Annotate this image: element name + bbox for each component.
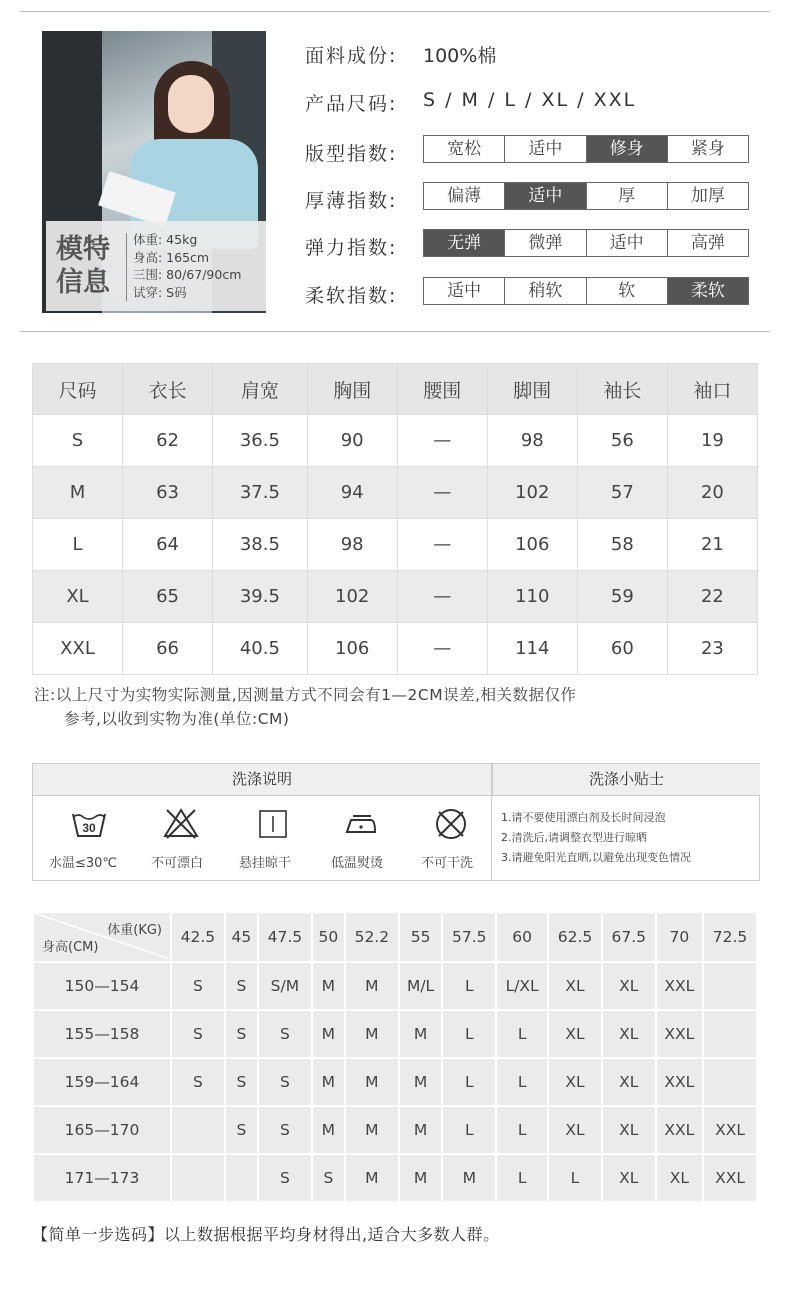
table-cell: 106 (307, 623, 397, 675)
model-measurements: 三围: 80/67/90cm (133, 267, 242, 282)
table-cell (703, 1058, 757, 1106)
scale-option: 高弹 (690, 233, 725, 253)
care-label: 水温≤30℃ (49, 856, 118, 871)
table-cell: L (496, 1106, 548, 1154)
table-cell: — (397, 519, 487, 571)
table-cell (171, 1154, 225, 1202)
table-cell: 22 (667, 571, 757, 623)
table-cell: L (496, 1058, 548, 1106)
table-cell: 56 (577, 415, 667, 467)
scale-option-selected: 适中 (505, 183, 586, 209)
table-cell: L (442, 1010, 496, 1058)
table-cell: L (442, 1058, 496, 1106)
table-cell: S (225, 1010, 258, 1058)
scale-label: 厚薄指数: (305, 190, 398, 212)
scale-option: 紧身 (690, 139, 725, 159)
model-photo (42, 31, 266, 313)
table-cell: 39.5 (213, 571, 308, 623)
height-row-header: 155—158 (33, 1010, 171, 1058)
table-cell (171, 1106, 225, 1154)
table-cell: 110 (487, 571, 577, 623)
table-cell: XXL (703, 1106, 757, 1154)
height-header: 身高(CM) (42, 940, 99, 955)
scale-bar (423, 182, 749, 210)
table-cell: S (225, 1058, 258, 1106)
weight-column-header: 55 (399, 912, 443, 962)
table-cell: 98 (307, 519, 397, 571)
table-cell: L (496, 1154, 548, 1202)
table-row (33, 1154, 757, 1202)
table-cell: XL (602, 1058, 656, 1106)
table-cell (703, 962, 757, 1010)
weight-column-header: 47.5 (258, 912, 312, 962)
table-cell: S (312, 1154, 345, 1202)
table-cell: S (258, 1154, 312, 1202)
table-cell: M (399, 1058, 443, 1106)
table-cell: 65 (123, 571, 213, 623)
table-row (33, 571, 758, 623)
weight-column-header: 67.5 (602, 912, 656, 962)
model-info-lines (133, 231, 241, 301)
table-cell: 60 (577, 623, 667, 675)
table-cell: S (258, 1106, 312, 1154)
fabric-label: 面料成份: (305, 45, 398, 67)
table-cell: 57 (577, 467, 667, 519)
table-cell: S (171, 962, 225, 1010)
fabric-value: 100%棉 (423, 45, 497, 67)
table-row (33, 467, 758, 519)
fit-table (32, 911, 758, 1203)
no-dry-clean-icon (433, 806, 469, 842)
scale-option-selected: 柔软 (668, 278, 748, 304)
table-cell: S (33, 415, 123, 467)
table-cell: M (345, 1058, 399, 1106)
table-cell: XL (548, 1058, 602, 1106)
height-row-header: 159—164 (33, 1058, 171, 1106)
table-cell: XL (602, 1106, 656, 1154)
table-cell: 102 (487, 467, 577, 519)
weight-column-header: 72.5 (703, 912, 757, 962)
table-row (33, 1106, 757, 1154)
size-table-header: 袖长 (577, 364, 667, 415)
table-cell: S (171, 1010, 225, 1058)
table-cell: XXL (703, 1154, 757, 1202)
care-label: 不可漂白 (151, 856, 204, 871)
no-bleach-icon (163, 806, 199, 842)
model-fit: 试穿: S码 (133, 284, 187, 300)
table-cell: 38.5 (213, 519, 308, 571)
care-tips: 1.请不要使用漂白剂及长时间浸泡 2.清洗后,请调整衣型进行晾晒 3.请避免阳光直晒,以避免出现变色情况 (501, 811, 691, 864)
table-cell: XL (548, 1106, 602, 1154)
weight-header: 体重(KG) (107, 923, 162, 938)
height-row-header: 150—154 (33, 962, 171, 1010)
table-cell: S (258, 1058, 312, 1106)
care-tips-title: 洗涤小贴士 (492, 764, 760, 796)
table-cell: M (399, 1154, 443, 1202)
scale-label: 柔软指数: (305, 285, 398, 307)
table-cell: S (258, 1010, 312, 1058)
table-cell: L (548, 1154, 602, 1202)
scale-option: 适中 (587, 230, 668, 256)
table-cell: XXL (656, 962, 703, 1010)
scale-option: 适中 (424, 278, 505, 304)
scale-option: 稍软 (505, 278, 586, 304)
table-cell: M (312, 962, 345, 1010)
table-cell: M (345, 1106, 399, 1154)
scale-option-selected: 修身 (587, 136, 668, 162)
table-cell: XXL (656, 1058, 703, 1106)
model-height: 身高: 165cm (133, 249, 210, 265)
table-cell: 102 (307, 571, 397, 623)
table-cell: XL (33, 571, 123, 623)
scale-option: 加厚 (690, 186, 725, 206)
size-table (32, 363, 758, 675)
table-cell: 21 (667, 519, 757, 571)
table-cell: 59 (577, 571, 667, 623)
table-cell: 19 (667, 415, 757, 467)
size-table-header: 尺码 (33, 364, 123, 415)
size-table-header: 衣长 (123, 364, 213, 415)
low-iron-icon (343, 806, 379, 842)
table-cell: — (397, 571, 487, 623)
table-cell: 23 (667, 623, 757, 675)
table-cell: XL (656, 1154, 703, 1202)
table-cell (703, 1010, 757, 1058)
table-row (33, 519, 758, 571)
care-section (32, 763, 760, 881)
scale-option: 软 (587, 278, 668, 304)
height-row-header: 165—170 (33, 1106, 171, 1154)
table-cell: M (345, 962, 399, 1010)
model-weight: 体重: 45kg (133, 232, 198, 247)
table-cell: XXL (656, 1106, 703, 1154)
table-cell: M (345, 1010, 399, 1058)
table-cell: XXL (33, 623, 123, 675)
table-cell: — (397, 415, 487, 467)
table-row (33, 415, 758, 467)
weight-column-header: 42.5 (171, 912, 225, 962)
scale-option-selected: 无弹 (424, 230, 505, 256)
table-cell: M/L (399, 962, 443, 1010)
size-table-header: 腰围 (397, 364, 487, 415)
table-cell: 94 (307, 467, 397, 519)
table-cell: XL (548, 1010, 602, 1058)
table-cell: XL (602, 962, 656, 1010)
care-label: 悬挂晾干 (239, 856, 292, 871)
table-cell: 58 (577, 519, 667, 571)
table-cell: 20 (667, 467, 757, 519)
table-cell: 36.5 (213, 415, 308, 467)
table-cell: L (442, 962, 496, 1010)
table-cell: — (397, 467, 487, 519)
section-divider (20, 331, 770, 332)
weight-column-header: 57.5 (442, 912, 496, 962)
table-cell: 66 (123, 623, 213, 675)
table-cell: 98 (487, 415, 577, 467)
scale-option: 微弹 (505, 230, 586, 256)
table-cell: S (225, 962, 258, 1010)
table-cell: M (345, 1154, 399, 1202)
model-info-title: 模特 信息 (56, 234, 110, 298)
weight-column-header: 45 (225, 912, 258, 962)
table-cell (225, 1154, 258, 1202)
size-table-header: 肩宽 (213, 364, 308, 415)
table-cell: XL (602, 1154, 656, 1202)
fit-table-corner (33, 912, 171, 962)
table-cell: XL (548, 962, 602, 1010)
height-row-header: 171—173 (33, 1154, 171, 1202)
scale-bar (423, 277, 749, 305)
scale-option: 偏薄 (424, 183, 505, 209)
weight-column-header: 60 (496, 912, 548, 962)
size-table-header: 胸围 (307, 364, 397, 415)
table-cell: L (442, 1106, 496, 1154)
weight-column-header: 50 (312, 912, 345, 962)
footer-note: 【简单一步选码】以上数据根据平均身材得出,适合大多数人群。 (32, 1225, 500, 1244)
table-cell: M (312, 1058, 345, 1106)
table-cell: 63 (123, 467, 213, 519)
table-cell: M (399, 1010, 443, 1058)
care-label: 低温熨烫 (331, 856, 384, 871)
weight-column-header: 62.5 (548, 912, 602, 962)
wash-30-icon (71, 806, 107, 842)
scale-bar (423, 229, 749, 257)
table-row (33, 1010, 757, 1058)
svg-text:30: 30 (82, 821, 96, 835)
table-cell: M (312, 1106, 345, 1154)
table-cell: XL (602, 1010, 656, 1058)
table-cell: 114 (487, 623, 577, 675)
table-row (33, 962, 757, 1010)
care-title: 洗涤说明 (33, 764, 491, 796)
table-row (33, 1058, 757, 1106)
table-cell: 106 (487, 519, 577, 571)
top-divider (20, 11, 770, 12)
table-cell: — (397, 623, 487, 675)
table-cell: 40.5 (213, 623, 308, 675)
table-cell: M (442, 1154, 496, 1202)
scale-bar (423, 135, 749, 163)
scale-label: 版型指数: (305, 143, 398, 165)
weight-column-header: 70 (656, 912, 703, 962)
table-cell: S (171, 1058, 225, 1106)
table-cell: M (312, 1010, 345, 1058)
size-label: 产品尺码: (305, 93, 398, 115)
table-cell: L/XL (496, 962, 548, 1010)
size-value: S / M / L / XL / XXL (423, 89, 637, 111)
scale-label: 弹力指数: (305, 237, 398, 259)
table-cell: L (496, 1010, 548, 1058)
table-cell: L (33, 519, 123, 571)
table-cell: M (33, 467, 123, 519)
table-row (33, 623, 758, 675)
weight-column-header: 52.2 (345, 912, 399, 962)
scale-option: 适中 (505, 136, 586, 162)
measurement-note: 注:以上尺寸为实物实际测量,因测量方式不同会有1—2CM误差,相关数据仅作 参考,以收到实物为准(单位:CM) (34, 686, 577, 728)
model-info-box (46, 221, 266, 311)
scale-option: 宽松 (424, 136, 505, 162)
table-cell: 64 (123, 519, 213, 571)
table-cell: 90 (307, 415, 397, 467)
table-cell: M (399, 1106, 443, 1154)
scale-option: 厚 (587, 183, 668, 209)
table-cell: S/M (258, 962, 312, 1010)
table-cell: 62 (123, 415, 213, 467)
table-cell: 37.5 (213, 467, 308, 519)
size-table-header: 脚围 (487, 364, 577, 415)
care-label: 不可干洗 (421, 856, 474, 871)
table-cell: S (225, 1106, 258, 1154)
hang-dry-icon (255, 806, 291, 842)
table-cell: XXL (656, 1010, 703, 1058)
size-table-header: 袖口 (667, 364, 757, 415)
